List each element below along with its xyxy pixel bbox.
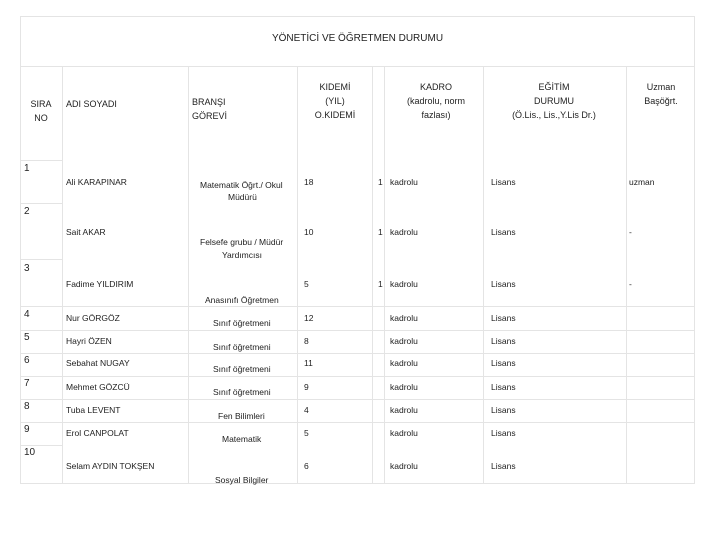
row-kidem: 10 [304,227,314,237]
row-uzman: uzman [629,177,655,187]
row-kadro: kadrolu [390,405,418,415]
row-kadro: kadrolu [390,313,418,323]
row-no: 10 [24,447,36,458]
row-egitim: Lisans [491,382,516,392]
header-divider [20,66,695,67]
row-kidem: 4 [304,405,309,415]
row-egitim: Lisans [491,279,516,289]
row-divider [20,376,695,377]
row-name: Hayri ÖZEN [66,336,112,346]
row-uzman: - [629,279,632,289]
row-divider [20,160,63,161]
row-divider [20,353,695,354]
header-egitim [484,80,624,122]
header-kadro-line: (kadrolu, norm [406,96,466,106]
row-egitim: Lisans [491,336,516,346]
row-okidem: 1 [378,177,383,187]
header-uzman-line: Başöğrt. [644,96,678,106]
row-divider [20,422,695,423]
row-kadro: kadrolu [390,177,418,187]
header-egitim-line: DURUMU [534,96,574,106]
row-divider [20,445,63,446]
row-name: Sebahat NUGAY [66,358,130,368]
row-brans: Felsefe grubu / Müdür [200,237,284,247]
row-name: Erol CANPOLAT [66,428,129,438]
row-no: 9 [24,424,30,435]
row-brans: Sosyal Bilgiler [215,475,269,485]
row-no: 5 [24,332,30,343]
row-egitim: Lisans [491,461,516,471]
header-brans-line: BRANŞI [192,97,226,107]
header-sira-line: NO [34,113,48,123]
row-brans: Müdürü [228,192,257,202]
row-name: Mehmet GÖZCÜ [66,382,130,392]
row-brans: Yardımcısı [222,250,262,260]
row-uzman: - [629,227,632,237]
row-brans: Sınıf öğretmeni [213,364,271,374]
row-no: 6 [24,355,30,366]
row-egitim: Lisans [491,405,516,415]
row-name: Nur GÖRGÖZ [66,313,120,323]
header-kadro [386,80,486,122]
header-sira-line: SIRA [30,99,52,109]
row-kidem: 9 [304,382,309,392]
row-kadro: kadrolu [390,227,418,237]
header-uzman-line: Uzman [646,82,676,92]
page-title: YÖNETİCİ VE ÖĞRETMEN DURUMU [271,33,444,44]
row-kidem: 12 [304,313,314,323]
row-okidem: 1 [378,279,383,289]
header-uzman [628,80,694,108]
row-name: Ali KARAPINAR [66,177,127,187]
row-kadro: kadrolu [390,279,418,289]
header-sira [20,97,62,125]
row-brans: Fen Bilimleri [218,411,265,421]
row-kidem: 11 [304,358,313,368]
row-no: 3 [24,263,30,274]
header-brans-line: GÖREVİ [192,111,228,121]
row-egitim: Lisans [491,428,516,438]
row-no: 4 [24,309,30,320]
row-kadro: kadrolu [390,382,418,392]
row-no: 1 [24,163,30,174]
row-kadro: kadrolu [390,336,418,346]
header-egitim-line: EĞİTİM [538,82,570,92]
row-no: 7 [24,378,30,389]
row-brans: Matematik Öğrt./ Okul [200,180,283,190]
row-name: Fadime YILDIRIM [66,279,134,289]
row-kidem: 5 [304,279,309,289]
row-kidem: 8 [304,336,309,346]
row-egitim: Lisans [491,358,516,368]
row-brans: Matematik [222,434,262,444]
row-egitim: Lisans [491,313,516,323]
row-egitim: Lisans [491,177,516,187]
header-kadro-line: fazlası) [421,110,451,120]
row-okidem: 1 [378,227,383,237]
row-brans: Sınıf öğretmeni [213,342,271,352]
row-egitim: Lisans [491,227,516,237]
row-divider [20,330,695,331]
row-kadro: kadrolu [390,428,418,438]
header-egitim-line: (Ö.Lis., Lis.,Y.Lis Dr.) [512,110,596,120]
row-divider [20,306,695,307]
header-kidem [300,80,370,122]
row-kidem: 5 [304,428,309,438]
row-kadro: kadrolu [390,358,418,368]
row-brans: Anasınıfı Öğretmen [205,295,279,305]
row-brans: Sınıf öğretmeni [213,387,271,397]
header-kidem-line: (YIL) [325,96,345,106]
header-kadro-line: KADRO [419,82,452,92]
header-kidem-line: KIDEMİ [319,82,351,92]
row-kidem: 6 [304,461,309,471]
header-brans [192,95,227,123]
row-divider [20,259,63,260]
header-adi: ADI SOYADI [66,99,117,109]
row-no: 8 [24,401,30,412]
row-divider [20,203,63,204]
header-kidem-line: O.KIDEMİ [314,110,356,120]
row-kadro: kadrolu [390,461,418,471]
row-brans: Sınıf öğretmeni [213,318,271,328]
row-name: Tuba LEVENT [66,405,121,415]
row-name: Selam AYDIN TOKŞEN [66,461,155,471]
row-kidem: 18 [304,177,314,187]
row-name: Sait AKAR [66,227,106,237]
row-no: 2 [24,206,30,217]
row-divider [20,399,695,400]
